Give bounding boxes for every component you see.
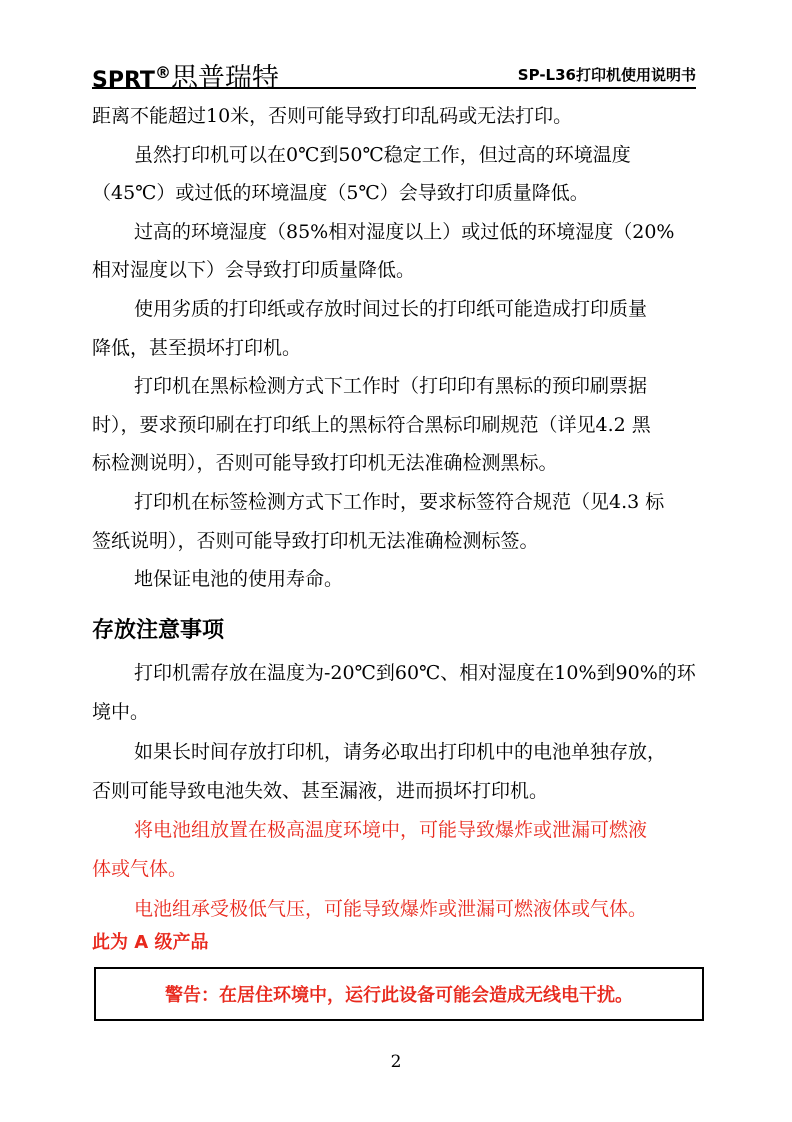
paragraph-line: 使用劣质的打印纸或存放时间过长的打印纸可能造成打印质量 [134,297,648,320]
paragraph-line: 虽然打印机可以在0℃到50℃稳定工作，但过高的环境温度 [134,143,631,166]
document-title: SP-L36打印机使用说明书 [517,66,696,84]
page-number: 2 [390,1052,402,1072]
battery-warning-line: 电池组承受极低气压，可能导致爆炸或泄漏可燃液体或气体。 [134,897,648,920]
brand-latin: SPRT [92,68,155,93]
brand-logo [92,56,279,95]
header-divider [92,87,696,89]
battery-warning-line: 将电池组放置在极高温度环境中，可能导致爆炸或泄漏可燃液 [134,819,648,842]
paragraph-line: 境中。 [92,701,150,724]
paragraph-line: 打印机在标签检测方式下工作时，要求标签符合规范（见4.3 标 [134,490,665,513]
body-text [92,97,704,599]
paragraph-line: 降低，甚至损坏打印机。 [92,336,302,359]
paragraph-line: 否则可能导致电池失效、甚至漏液，进而损坏打印机。 [92,779,549,802]
paragraph-line: 地保证电池的使用寿命。 [134,568,344,591]
brand-chinese: 思普瑞特 [170,63,279,94]
warning-text: 警告：在居住环境中，运行此设备可能会造成无线电干扰。 [165,985,633,1006]
paragraph-line: （45℃）或过低的环境温度（5℃）会导致打印质量降低。 [92,182,589,205]
paragraph-line: 打印机在黑标检测方式下工作时（打印印有黑标的预印刷票据 [134,375,648,398]
section-heading-storage: 存放注意事项 [92,618,225,643]
paragraph-line: 距离不能超过10米，否则可能导致打印乱码或无法打印。 [92,105,573,127]
paragraph-line: 如果长时间存放打印机，请务必取出打印机中的电池单独存放， [134,740,667,763]
paragraph-line: 签纸说明），否则可能导致打印机无法准确检测标签。 [92,529,539,552]
battery-warning-line: 体或气体。 [92,858,188,881]
paragraph-line: 相对湿度以下）会导致打印质量降低。 [92,259,416,282]
paragraph-line: 时），要求预印刷在打印纸上的黑标符合黑标印刷规范（详见4.2 黑 [92,413,651,436]
paragraph-line: 打印机需存放在温度为-20℃到60℃、相对湿度在10%到90%的环 [134,662,696,684]
page-header [92,52,698,94]
registered-mark: ® [154,63,171,82]
paragraph-line: 标检测说明），否则可能导致打印机无法准确检测黑标。 [92,452,558,475]
storage-section-text [92,654,704,929]
class-a-notice: 此为 A 级产品 [92,932,209,953]
warning-box [94,967,704,1021]
paragraph-line: 过高的环境湿度（85%相对湿度以上）或过低的环境湿度（20% [134,220,675,243]
